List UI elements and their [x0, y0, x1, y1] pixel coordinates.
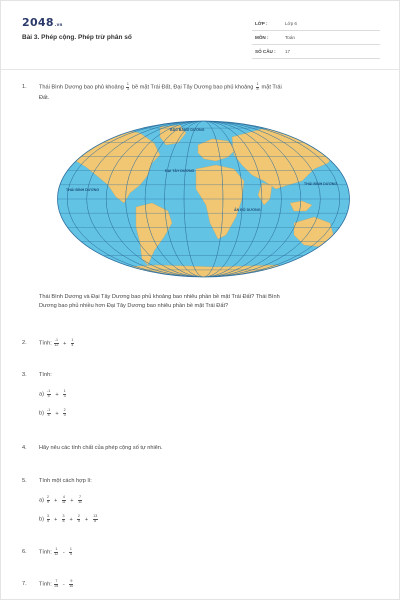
denominator: 9 — [47, 499, 50, 504]
meta-value: Lớp 6 — [285, 21, 297, 26]
numerator: 1 — [69, 547, 72, 551]
denominator: 25 — [54, 583, 59, 588]
operator: - — [62, 581, 65, 588]
question-1 — [1, 83, 400, 103]
numerator: 13 — [93, 514, 98, 518]
fraction — [77, 515, 80, 523]
fraction — [93, 515, 98, 523]
question-number: 6. — [22, 549, 27, 555]
ocean-label-arctic: BẮC BĂNG DƯƠNG — [170, 128, 205, 132]
denominator: 4 — [69, 551, 72, 556]
numerator: -1 — [54, 338, 59, 342]
question-text-line: Thái Bình Dương và Đại Tây Dương bao phủ khoảng bao nhiêu phần bề mặt Trái Đất? Thái Bình — [39, 294, 280, 300]
fraction — [62, 515, 65, 523]
question-text-part: Đất. — [39, 95, 50, 101]
site-logo[interactable] — [22, 16, 63, 29]
denominator: 11 — [61, 499, 66, 504]
operator: + — [63, 340, 67, 347]
denominator: 5 — [256, 86, 259, 91]
lesson-title: Bài 3. Phép cộng. Phép trừ phân số — [22, 34, 132, 41]
fraction — [62, 496, 66, 504]
meta-label: SỐ CÂU : — [255, 49, 276, 54]
question-text — [39, 339, 75, 348]
ocean-label-pacific-east: THÁI BÌNH DƯƠNG — [304, 182, 338, 186]
operator: + — [54, 516, 58, 523]
fraction — [47, 390, 51, 398]
denominator: 5 — [47, 393, 50, 398]
operator: - — [62, 549, 65, 556]
operator: + — [70, 497, 74, 504]
question-text — [39, 548, 73, 557]
header-divider — [1, 69, 400, 70]
question-6 — [1, 548, 400, 562]
denominator: 4 — [47, 412, 50, 417]
denominator: 5 — [77, 518, 80, 523]
question-4 — [1, 444, 400, 456]
question-label: Tính: — [39, 549, 52, 556]
fraction — [54, 339, 58, 347]
ocean-label-indian: ẤN ĐỘ DƯƠNG — [234, 208, 261, 212]
question-2 — [1, 339, 400, 353]
numerator: 1 — [256, 82, 259, 86]
operator: + — [69, 516, 73, 523]
fraction — [63, 409, 66, 417]
numerator: 3 — [47, 514, 50, 518]
question-7 — [1, 580, 400, 594]
meta-value: 17 — [285, 49, 291, 54]
question-5a — [39, 496, 83, 504]
sub-label: a) — [39, 497, 44, 504]
numerator: 1 — [55, 547, 58, 551]
fraction — [47, 515, 50, 523]
operator: + — [55, 410, 59, 417]
question-3 — [1, 371, 400, 383]
fraction — [47, 409, 51, 417]
question-text: Hãy nêu các tính chất của phép cộng số tự nhiên. — [39, 445, 163, 451]
numerator: 3 — [62, 514, 65, 518]
denominator: 12 — [54, 551, 59, 556]
world-map-graphic — [56, 119, 351, 279]
ocean-label-pacific-west: THÁI BÌNH DƯƠNG — [66, 188, 100, 192]
meta-row-count — [252, 45, 380, 59]
denominator: 3 — [126, 86, 129, 91]
denominator: 12 — [54, 342, 59, 347]
meta-row-subject — [252, 31, 380, 45]
denominator: 5 — [47, 518, 50, 523]
question-number: 3. — [22, 372, 27, 378]
numerator: 9 — [70, 579, 73, 583]
operator: + — [55, 391, 59, 398]
numerator: 2 — [47, 495, 50, 499]
question-label: Tính: — [39, 372, 52, 378]
numerator: 2 — [63, 408, 66, 412]
numerator: 1 — [71, 338, 74, 342]
ocean-label-atlantic: ĐẠI TÂY DƯƠNG — [165, 169, 195, 173]
question-number: 5. — [22, 478, 27, 484]
denominator: 8 — [94, 518, 97, 523]
question-label: Tính: — [39, 340, 52, 347]
question-label: Tính: — [39, 581, 52, 588]
numerator: 2 — [77, 514, 80, 518]
question-5 — [1, 477, 400, 489]
denominator: 3 — [63, 412, 66, 417]
fraction — [47, 496, 50, 504]
denominator: 3 — [63, 393, 66, 398]
meta-value: Toán — [285, 35, 295, 40]
question-text-part: bề mặt Trái Đất, Đại Tây Dương bao phủ khoảng — [131, 84, 254, 91]
fraction — [78, 496, 82, 504]
fraction — [69, 580, 73, 588]
denominator: 8 — [62, 518, 65, 523]
logo-text: 2048 — [22, 16, 54, 29]
meta-label: LỚP : — [255, 21, 268, 26]
question-number: 4. — [22, 445, 27, 451]
question-text-line: Dương bao phủ nhiều hơn Đại Tây Dương bao nhiêu phần bề mặt Trái Đất? — [39, 302, 229, 309]
denominator: 4 — [71, 342, 74, 347]
question-1-prompt — [39, 293, 379, 310]
fraction — [63, 390, 66, 398]
numerator: 4 — [62, 495, 65, 499]
question-number: 7. — [22, 581, 27, 587]
question-3b — [39, 409, 67, 417]
sub-label: a) — [39, 391, 44, 398]
numerator: 1 — [126, 82, 129, 86]
question-text-part: mặt Trái — [261, 84, 282, 91]
fraction — [54, 580, 58, 588]
meta-table — [252, 17, 380, 59]
numerator: 7 — [55, 579, 58, 583]
question-5b — [39, 515, 99, 523]
sub-label: b) — [39, 410, 44, 417]
question-text — [39, 580, 74, 589]
fraction — [54, 548, 58, 556]
meta-label: MÔN : — [255, 35, 269, 40]
numerator: -1 — [47, 389, 51, 393]
question-label: Tính một cách hợp lí: — [39, 478, 92, 484]
question-text-part: Thái Bình Dương bao phủ khoảng — [39, 84, 124, 91]
operator: + — [54, 497, 58, 504]
fraction — [126, 83, 129, 91]
numerator: -1 — [47, 408, 51, 412]
fraction — [69, 548, 72, 556]
sub-label: b) — [39, 516, 44, 523]
numerator: 7 — [78, 495, 81, 499]
logo-suffix: .vn — [54, 22, 63, 27]
operator: + — [84, 516, 89, 523]
question-3a — [39, 390, 67, 398]
fraction — [256, 83, 259, 91]
meta-row-class — [252, 17, 380, 31]
denominator: 10 — [69, 583, 74, 588]
numerator: 1 — [63, 389, 66, 393]
world-map — [56, 119, 351, 279]
question-number: 1. — [22, 84, 27, 90]
denominator: 11 — [78, 499, 82, 504]
question-number: 2. — [22, 340, 27, 346]
fraction — [71, 339, 74, 347]
question-text — [39, 83, 379, 92]
